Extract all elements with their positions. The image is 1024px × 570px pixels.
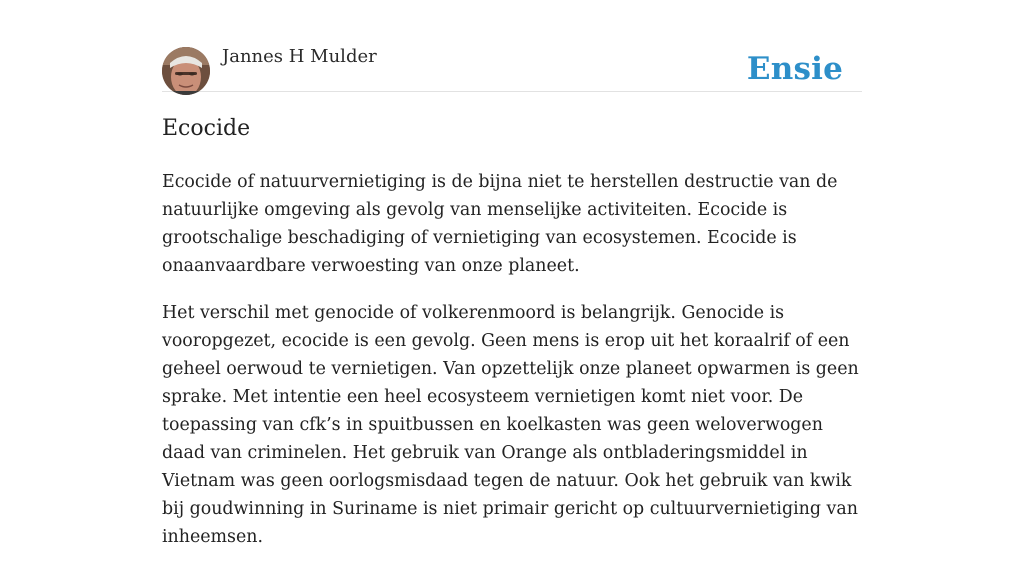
author-name[interactable]: Jannes H Mulder bbox=[222, 46, 377, 67]
article-paragraph-2: Het verschil met genocide of volkerenmoord is belangrijk. Genocide is vooropgezet, ecocide is een gevolg. Geen mens is erop uit het koraalrif of een geheel oerwoud te vernietigen. Van opzettelijk onze planeet opwarmen is geen sprake. Met intentie een heel ecosysteem vernietigen komt niet voor. De toepassing van cfk’s in spuitbussen en koelkasten was geen weloverwogen daad van criminelen. Het gebruik van Orange als ontbladeringsmiddel in Vietnam was geen oorlogsmisdaad tegen de natuur. Ook het gebruik van kwik bij goudwinning in Suriname is niet primair gericht op cultuurvernietiging van inheemsen. bbox=[162, 303, 859, 547]
avatar-photo-icon bbox=[162, 47, 210, 95]
article-body bbox=[162, 168, 862, 570]
article-title: Ecocide bbox=[162, 116, 251, 141]
author-header bbox=[162, 45, 862, 92]
article-paragraph-1: Ecocide of natuurvernietiging is de bijna niet te herstellen destructie van de natuurlijke omgeving als gevolg van menselijke activiteiten. Ecocide is grootschalige beschadiging of vernietiging van ecosystemen. Ecocide is onaanvaardbare verwoesting van onze planeet. bbox=[162, 172, 838, 276]
author-avatar[interactable] bbox=[162, 47, 210, 95]
site-logo[interactable]: Ensie bbox=[746, 51, 843, 87]
